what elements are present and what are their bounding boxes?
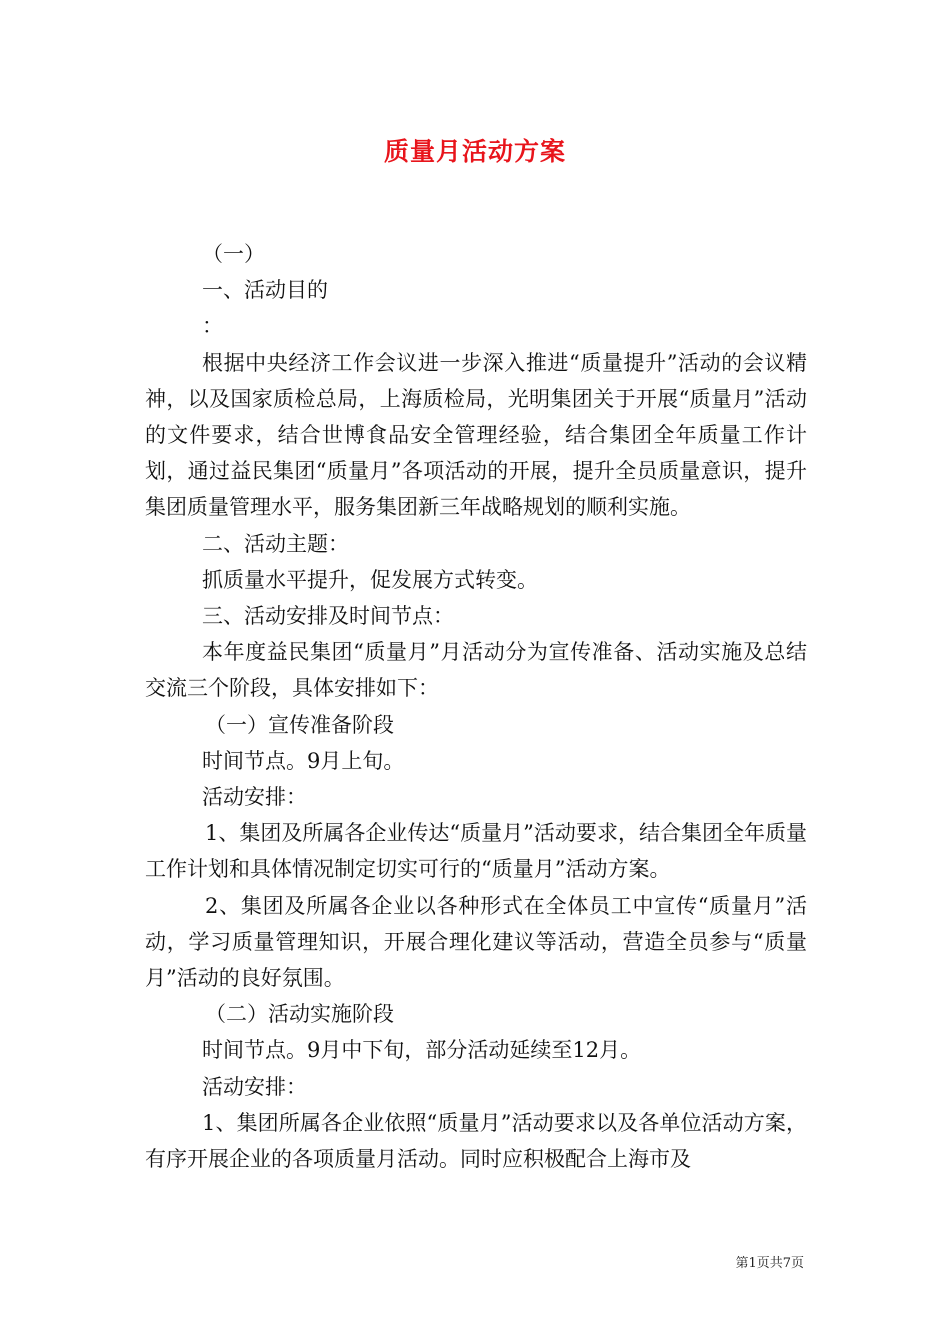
paragraph: 抓质量水平提升，促发展方式转变。 (202, 567, 538, 592)
section-heading: 三、活动安排及时间节点： (202, 604, 454, 629)
paragraph: 时间节点。9月上旬。 (202, 748, 405, 773)
list-item: 1、集团及所属各企业传达“质量月”活动要求，结合集团全年质量工作计划和具体情况制定切实可行的“质量月”活动方案。 (145, 821, 807, 882)
subsection-heading: （一）宣传准备阶段 (205, 712, 394, 737)
document-title: 质量月活动方案 (383, 137, 566, 166)
list-item: 2、集团及所属各企业以各种形式在全体员工中宣传“质量月”活动，学习质量管理知识，开展合理化建议等活动，营造全员参与“质量月”活动的良好氛围。 (145, 893, 807, 991)
paragraph: 本年度益民集团“质量月”月活动分为宣传准备、活动实施及总结交流三个阶段，具体安排如下： (145, 640, 807, 701)
section-heading: 二、活动主题： (202, 531, 349, 556)
paragraph: ： (202, 314, 223, 339)
paragraph: （一） (202, 242, 265, 266)
page-number: 第1页共7页 (735, 1256, 804, 1271)
section-heading: 一、活动目的 (202, 278, 328, 303)
paragraph: 活动安排： (202, 785, 307, 810)
list-item: 1、集团所属各企业依照“质量月”活动要求以及各单位活动方案，有序开展企业的各项质量月活动。同时应积极配合上海市及 (145, 1110, 807, 1172)
document-body (145, 236, 807, 1177)
paragraph: 活动安排： (202, 1074, 307, 1099)
paragraph: 时间节点。9月中下旬，部分活动延续至12月。 (202, 1038, 642, 1063)
paragraph: 根据中央经济工作会议进一步深入推进“质量提升”活动的会议精神，以及国家质检总局，上海质检局，光明集团关于开展“质量月”活动的文件要求，结合世博食品安全管理经验，结合集团全年质量工作计划，通过益民集团“质量月”各项活动的开展，提升全员质量意识，提升集团质量管理水平，服务集团新三年战略规划的顺利实施。 (145, 350, 807, 520)
subsection-heading: （二）活动实施阶段 (205, 1002, 394, 1027)
